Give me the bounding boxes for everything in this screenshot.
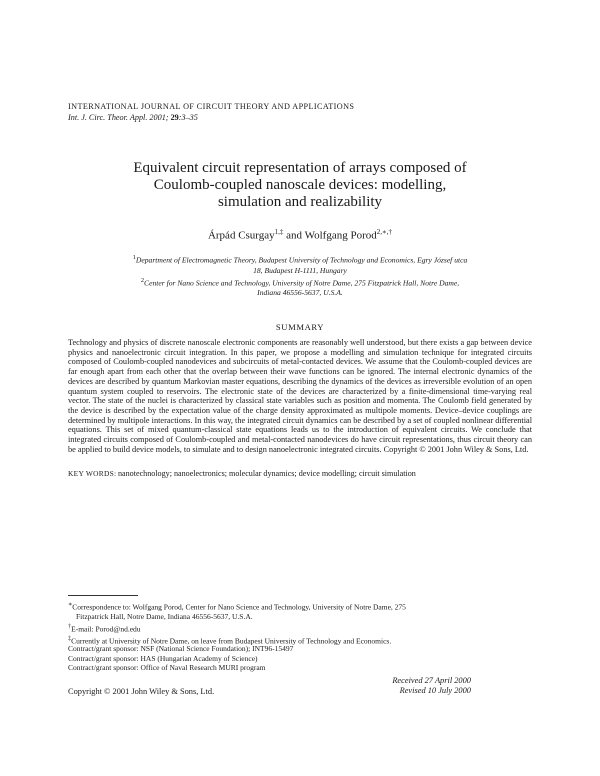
author-2-marks: 2,∗,† [376, 228, 393, 236]
affiliation-2-mark: 2 [140, 276, 145, 284]
abstract-text: Technology and physics of discrete nanoscale electronic components are reasonably well understood, but there exists a gap between device physics and nanoelectronic circuit integration. In this paper, we propose a modelling and simulation technique for integrated circuits composed of Coulomb-coupled nanodevices and subcircuits of metal-contacted devices. We assume that the Coulomb-coupled devices are far enough apart from each other that the overlap between their wave functions can be ignored. The internal electronic dynamics of the devices are described by quantum Markovian master equations, describing the dynamics of the devices as irreversible evolution of an open quantum system coupled to reservoirs. The electronic state of the devices are characterized by a finite-dimensional time-varying real vector. The state of the nuclei is characterized by classical state variables such as position and momenta. The Coulomb field generated by the device is described by the expectation value of the charge density approximated as multipole moments. Device–device couplings are determined by multipole interactions. In this way, the integrated circuit dynamics can be described by a set of coupled nonlinear differential equations. This set of mixed quantum-classical state equations leads us to the introduction of equivalent circuits. We conclude that integrated circuits composed of Coulomb-coupled and metal-contacted nanodevices do have circuit representations, thus circuit theory can be applied to build device models, to simulate and to design nanoelectronic integrated circuits. Copyright © 2001 John Wiley & Sons, Ltd. [68, 338, 532, 454]
journal-name: INTERNATIONAL JOURNAL OF CIRCUIT THEORY AND APPLICATIONS [68, 102, 355, 111]
affiliation-1-line-2: 18, Budapest H-1111, Hungary [253, 265, 347, 275]
contract-1: Contract/grant sponsor: NSF (National Science Foundation); INT96-15497 [68, 644, 294, 653]
affiliations [68, 253, 532, 298]
keywords-label: KEY WORDS: [68, 469, 117, 478]
author-1-marks: 1,‡ [274, 228, 284, 236]
affiliation-1-mark: 1 [132, 254, 136, 261]
journal-pages: :3–35 [178, 113, 198, 122]
paper-title [60, 160, 540, 211]
journal-year: 2001; [149, 113, 169, 122]
author-1: Árpád Csurgay [207, 229, 275, 242]
title-line-3: simulation and realizability [217, 194, 383, 210]
contract-2: Contract/grant sponsor: HAS (Hungarian Academy of Science) [68, 653, 258, 663]
footnotes [68, 600, 532, 646]
received-date: Received 27 April 2000 [392, 676, 471, 685]
footnote-rule [68, 595, 138, 596]
revised-date: Revised 10 July 2000 [399, 686, 471, 695]
footnote-email-mark: † [68, 622, 72, 630]
author-2: Wolfgang Porod [304, 229, 377, 242]
title-line-1: Equivalent circuit representation of arrays composed of [133, 160, 467, 176]
journal-citation [68, 113, 198, 122]
footnote-correspondence [68, 600, 532, 612]
footnote-email [68, 622, 532, 634]
footnote-current-text: Currently at University of Notre Dame, on leave from Budapest University of Technology and Economics. [71, 636, 392, 646]
keywords-text: nanotechnology; nanoelectronics; molecular dynamics; device modelling; circuit simulation [118, 469, 416, 478]
keywords [68, 469, 532, 479]
received-dates [360, 676, 471, 696]
footnote-email-text: E-mail: Porod@nd.edu [71, 624, 141, 634]
author-joiner: and [286, 229, 303, 242]
summary-heading: SUMMARY [275, 322, 325, 332]
footnote-corr-line-1: Correspondence to: Wolfgang Porod, Center for Nano Science and Technology, University of Notre Dame, 275 [72, 602, 406, 612]
title-line-2: Coulomb-coupled nanoscale devices: modelling, [153, 177, 447, 193]
affiliation-2-line-2: Indiana 46556-5637, U.S.A. [257, 288, 343, 298]
contract-3: Contract/grant sponsor: Office of Naval Research MURI program [68, 663, 266, 673]
journal-abbr: Int. J. Circ. Theor. Appl. [68, 113, 148, 122]
footnote-corr-mark: ∗ [68, 601, 73, 608]
affiliation-2 [68, 276, 532, 299]
affiliation-1 [68, 253, 532, 276]
affiliation-1-line-1: Department of Electromagnetic Theory, Budapest University of Technology and Economics, Egry József utca [135, 255, 468, 265]
affiliation-2-line-1: Center for Nano Science and Technology, University of Notre Dame, 275 Fitzpatrick Hall, Notre Dame, [144, 278, 460, 288]
copyright: Copyright © 2001 John Wiley & Sons, Ltd. [68, 687, 215, 696]
footnote-corr-line-2: Fitzpatrick Hall, Notre Dame, Indiana 46556-5637, U.S.A. [76, 612, 253, 622]
journal-volume: 29 [170, 113, 179, 122]
contract-sponsors [68, 644, 293, 673]
footnote-current-mark: ‡ [68, 634, 72, 642]
authors [60, 228, 540, 242]
